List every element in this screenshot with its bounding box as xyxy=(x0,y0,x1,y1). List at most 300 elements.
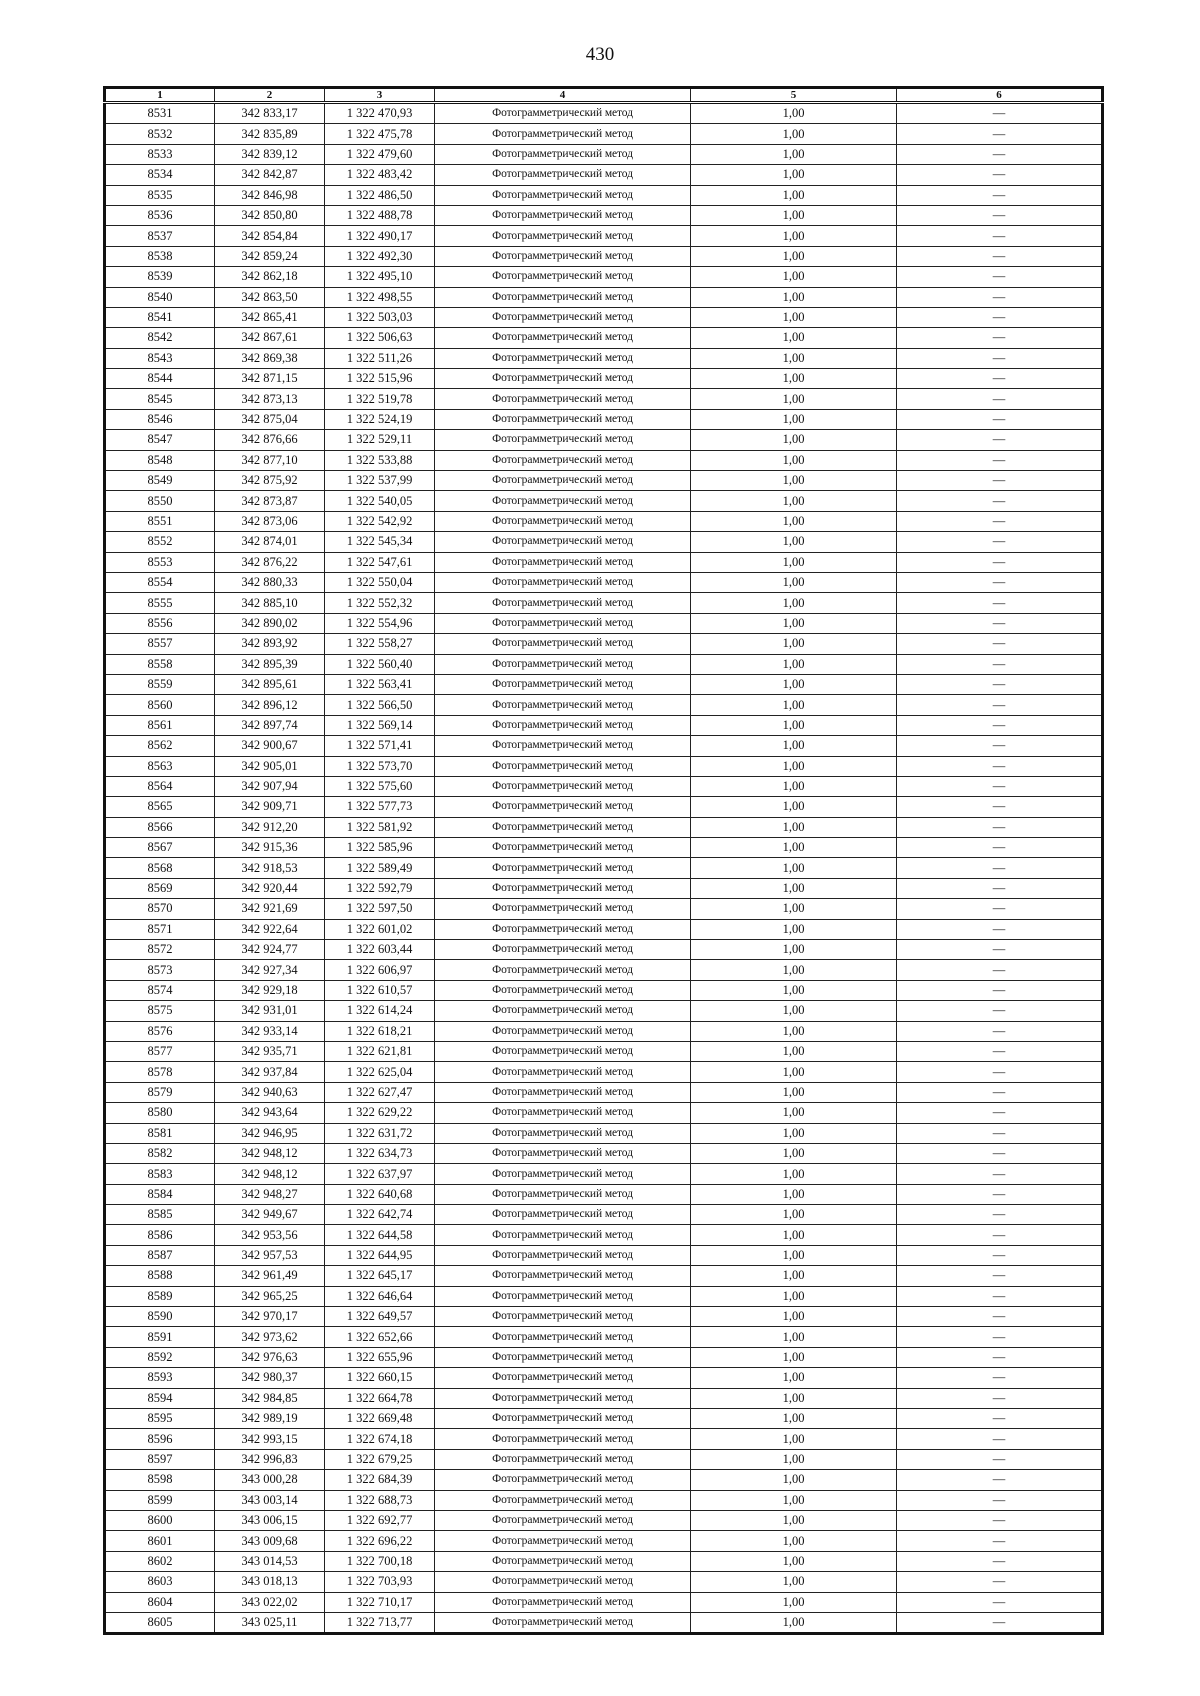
table-row xyxy=(105,980,1103,1000)
point-number-cell: 8533 xyxy=(105,144,215,164)
point-number-cell: 8583 xyxy=(105,1164,215,1184)
coordinate-x-cell: 342 993,15 xyxy=(215,1429,325,1449)
coordinate-x-cell: 342 846,98 xyxy=(215,185,325,205)
description-cell: — xyxy=(897,756,1103,776)
coordinate-y-cell: 1 322 550,04 xyxy=(325,572,435,592)
table-row xyxy=(105,1082,1103,1102)
accuracy-cell: 1,00 xyxy=(691,1062,897,1082)
method-cell: Фотограмметрический метод xyxy=(435,1551,691,1571)
table-row xyxy=(105,267,1103,287)
accuracy-cell: 1,00 xyxy=(691,1021,897,1041)
point-number-cell: 8548 xyxy=(105,450,215,470)
description-cell: — xyxy=(897,1572,1103,1592)
coordinate-y-cell: 1 322 571,41 xyxy=(325,736,435,756)
coordinate-x-cell: 342 921,69 xyxy=(215,899,325,919)
table-row xyxy=(105,532,1103,552)
coordinate-x-cell: 342 929,18 xyxy=(215,980,325,1000)
table-row xyxy=(105,409,1103,429)
method-cell: Фотограмметрический метод xyxy=(435,1429,691,1449)
accuracy-cell: 1,00 xyxy=(691,144,897,164)
coordinate-x-cell: 342 877,10 xyxy=(215,450,325,470)
description-cell: — xyxy=(897,1143,1103,1163)
table-row xyxy=(105,348,1103,368)
coordinate-y-cell: 1 322 645,17 xyxy=(325,1266,435,1286)
method-cell: Фотограмметрический метод xyxy=(435,532,691,552)
method-cell: Фотограмметрический метод xyxy=(435,267,691,287)
coordinate-y-cell: 1 322 554,96 xyxy=(325,613,435,633)
coordinate-y-cell: 1 322 470,93 xyxy=(325,103,435,124)
coordinate-y-cell: 1 322 644,58 xyxy=(325,1225,435,1245)
point-number-cell: 8578 xyxy=(105,1062,215,1082)
accuracy-cell: 1,00 xyxy=(691,940,897,960)
method-cell: Фотограмметрический метод xyxy=(435,1123,691,1143)
point-number-cell: 8600 xyxy=(105,1510,215,1530)
point-number-cell: 8588 xyxy=(105,1266,215,1286)
accuracy-cell: 1,00 xyxy=(691,1368,897,1388)
accuracy-cell: 1,00 xyxy=(691,1449,897,1469)
accuracy-cell: 1,00 xyxy=(691,1612,897,1633)
description-cell: — xyxy=(897,1327,1103,1347)
description-cell: — xyxy=(897,389,1103,409)
accuracy-cell: 1,00 xyxy=(691,878,897,898)
coordinate-x-cell: 342 912,20 xyxy=(215,817,325,837)
accuracy-cell: 1,00 xyxy=(691,552,897,572)
description-cell: — xyxy=(897,185,1103,205)
description-cell: — xyxy=(897,511,1103,531)
method-cell: Фотограмметрический метод xyxy=(435,919,691,939)
point-number-cell: 8584 xyxy=(105,1184,215,1204)
coordinate-y-cell: 1 322 642,74 xyxy=(325,1205,435,1225)
method-cell: Фотограмметрический метод xyxy=(435,756,691,776)
coordinate-y-cell: 1 322 577,73 xyxy=(325,797,435,817)
point-number-cell: 8572 xyxy=(105,940,215,960)
coordinate-y-cell: 1 322 585,96 xyxy=(325,838,435,858)
accuracy-cell: 1,00 xyxy=(691,287,897,307)
coordinate-y-cell: 1 322 540,05 xyxy=(325,491,435,511)
accuracy-cell: 1,00 xyxy=(691,654,897,674)
accuracy-cell: 1,00 xyxy=(691,715,897,735)
description-cell: — xyxy=(897,103,1103,124)
coordinate-x-cell: 342 874,01 xyxy=(215,532,325,552)
description-cell: — xyxy=(897,1245,1103,1265)
table-row xyxy=(105,144,1103,164)
coordinate-x-cell: 342 961,49 xyxy=(215,1266,325,1286)
coordinate-x-cell: 342 895,39 xyxy=(215,654,325,674)
method-cell: Фотограмметрический метод xyxy=(435,1572,691,1592)
table-body xyxy=(105,103,1103,1634)
method-cell: Фотограмметрический метод xyxy=(435,307,691,327)
coordinate-x-cell: 342 842,87 xyxy=(215,165,325,185)
table-row xyxy=(105,776,1103,796)
coordinate-x-cell: 342 984,85 xyxy=(215,1388,325,1408)
description-cell: — xyxy=(897,1368,1103,1388)
accuracy-cell: 1,00 xyxy=(691,1470,897,1490)
description-cell: — xyxy=(897,348,1103,368)
coordinate-y-cell: 1 322 614,24 xyxy=(325,1001,435,1021)
point-number-cell: 8535 xyxy=(105,185,215,205)
method-cell: Фотограмметрический метод xyxy=(435,369,691,389)
coordinate-y-cell: 1 322 696,22 xyxy=(325,1531,435,1551)
table-row xyxy=(105,1143,1103,1163)
method-cell: Фотограмметрический метод xyxy=(435,858,691,878)
method-cell: Фотограмметрический метод xyxy=(435,1164,691,1184)
accuracy-cell: 1,00 xyxy=(691,1103,897,1123)
accuracy-cell: 1,00 xyxy=(691,1184,897,1204)
description-cell: — xyxy=(897,1592,1103,1612)
table-row xyxy=(105,817,1103,837)
table-row xyxy=(105,858,1103,878)
accuracy-cell: 1,00 xyxy=(691,511,897,531)
description-cell: — xyxy=(897,572,1103,592)
method-cell: Фотограмметрический метод xyxy=(435,980,691,1000)
coordinate-x-cell: 342 949,67 xyxy=(215,1205,325,1225)
method-cell: Фотограмметрический метод xyxy=(435,328,691,348)
coordinate-y-cell: 1 322 669,48 xyxy=(325,1409,435,1429)
description-cell: — xyxy=(897,1021,1103,1041)
point-number-cell: 8569 xyxy=(105,878,215,898)
method-cell: Фотограмметрический метод xyxy=(435,1062,691,1082)
coordinate-x-cell: 342 865,41 xyxy=(215,307,325,327)
point-number-cell: 8540 xyxy=(105,287,215,307)
method-cell: Фотограмметрический метод xyxy=(435,797,691,817)
point-number-cell: 8571 xyxy=(105,919,215,939)
coordinate-x-cell: 342 873,13 xyxy=(215,389,325,409)
method-cell: Фотограмметрический метод xyxy=(435,1347,691,1367)
table-row xyxy=(105,1205,1103,1225)
point-number-cell: 8541 xyxy=(105,307,215,327)
coordinate-x-cell: 343 022,02 xyxy=(215,1592,325,1612)
coordinate-x-cell: 342 895,61 xyxy=(215,674,325,694)
description-cell: — xyxy=(897,1429,1103,1449)
point-number-cell: 8597 xyxy=(105,1449,215,1469)
point-number-cell: 8560 xyxy=(105,695,215,715)
point-number-cell: 8593 xyxy=(105,1368,215,1388)
coordinate-x-cell: 343 018,13 xyxy=(215,1572,325,1592)
method-cell: Фотограмметрический метод xyxy=(435,491,691,511)
coordinate-x-cell: 342 885,10 xyxy=(215,593,325,613)
coordinate-x-cell: 342 833,17 xyxy=(215,103,325,124)
coordinate-y-cell: 1 322 631,72 xyxy=(325,1123,435,1143)
description-cell: — xyxy=(897,919,1103,939)
coordinate-y-cell: 1 322 524,19 xyxy=(325,409,435,429)
accuracy-cell: 1,00 xyxy=(691,1205,897,1225)
point-number-cell: 8594 xyxy=(105,1388,215,1408)
coordinates-table-wrapper xyxy=(103,86,1101,1635)
coordinate-y-cell: 1 322 679,25 xyxy=(325,1449,435,1469)
coordinate-x-cell: 343 003,14 xyxy=(215,1490,325,1510)
coordinate-y-cell: 1 322 558,27 xyxy=(325,634,435,654)
table-row xyxy=(105,471,1103,491)
method-cell: Фотограмметрический метод xyxy=(435,205,691,225)
description-cell: — xyxy=(897,817,1103,837)
table-row xyxy=(105,1103,1103,1123)
method-cell: Фотограмметрический метод xyxy=(435,838,691,858)
coordinate-y-cell: 1 322 640,68 xyxy=(325,1184,435,1204)
table-row xyxy=(105,491,1103,511)
accuracy-cell: 1,00 xyxy=(691,348,897,368)
table-row xyxy=(105,1510,1103,1530)
method-cell: Фотограмметрический метод xyxy=(435,1103,691,1123)
coordinate-y-cell: 1 322 625,04 xyxy=(325,1062,435,1082)
coordinate-y-cell: 1 322 606,97 xyxy=(325,960,435,980)
coordinate-y-cell: 1 322 627,47 xyxy=(325,1082,435,1102)
accuracy-cell: 1,00 xyxy=(691,838,897,858)
description-cell: — xyxy=(897,674,1103,694)
coordinate-y-cell: 1 322 621,81 xyxy=(325,1041,435,1061)
point-number-cell: 8591 xyxy=(105,1327,215,1347)
point-number-cell: 8531 xyxy=(105,103,215,124)
method-cell: Фотограмметрический метод xyxy=(435,613,691,633)
table-row xyxy=(105,1531,1103,1551)
point-number-cell: 8567 xyxy=(105,838,215,858)
coordinate-y-cell: 1 322 575,60 xyxy=(325,776,435,796)
point-number-cell: 8549 xyxy=(105,471,215,491)
table-row xyxy=(105,1307,1103,1327)
table-row xyxy=(105,389,1103,409)
description-cell: — xyxy=(897,165,1103,185)
description-cell: — xyxy=(897,1062,1103,1082)
method-cell: Фотограмметрический метод xyxy=(435,1449,691,1469)
accuracy-cell: 1,00 xyxy=(691,532,897,552)
description-cell: — xyxy=(897,1307,1103,1327)
method-cell: Фотограмметрический метод xyxy=(435,960,691,980)
coordinate-x-cell: 342 948,12 xyxy=(215,1164,325,1184)
method-cell: Фотограмметрический метод xyxy=(435,511,691,531)
method-cell: Фотограмметрический метод xyxy=(435,1592,691,1612)
accuracy-cell: 1,00 xyxy=(691,572,897,592)
method-cell: Фотограмметрический метод xyxy=(435,593,691,613)
accuracy-cell: 1,00 xyxy=(691,1041,897,1061)
point-number-cell: 8601 xyxy=(105,1531,215,1551)
method-cell: Фотограмметрический метод xyxy=(435,899,691,919)
point-number-cell: 8555 xyxy=(105,593,215,613)
column-header-1: 1 xyxy=(105,88,215,103)
method-cell: Фотограмметрический метод xyxy=(435,185,691,205)
point-number-cell: 8546 xyxy=(105,409,215,429)
coordinate-x-cell: 342 943,64 xyxy=(215,1103,325,1123)
table-row xyxy=(105,1001,1103,1021)
accuracy-cell: 1,00 xyxy=(691,1001,897,1021)
method-cell: Фотограмметрический метод xyxy=(435,1205,691,1225)
point-number-cell: 8559 xyxy=(105,674,215,694)
accuracy-cell: 1,00 xyxy=(691,1143,897,1163)
point-number-cell: 8563 xyxy=(105,756,215,776)
method-cell: Фотограмметрический метод xyxy=(435,1307,691,1327)
coordinate-y-cell: 1 322 563,41 xyxy=(325,674,435,694)
table-row xyxy=(105,1225,1103,1245)
column-header-5: 5 xyxy=(691,88,897,103)
table-row xyxy=(105,165,1103,185)
table-row xyxy=(105,1388,1103,1408)
coordinate-x-cell: 342 893,92 xyxy=(215,634,325,654)
point-number-cell: 8557 xyxy=(105,634,215,654)
method-cell: Фотограмметрический метод xyxy=(435,1245,691,1265)
description-cell: — xyxy=(897,552,1103,572)
method-cell: Фотограмметрический метод xyxy=(435,1184,691,1204)
coordinate-x-cell: 343 009,68 xyxy=(215,1531,325,1551)
coordinate-y-cell: 1 322 545,34 xyxy=(325,532,435,552)
description-cell: — xyxy=(897,1551,1103,1571)
accuracy-cell: 1,00 xyxy=(691,1531,897,1551)
table-row xyxy=(105,878,1103,898)
method-cell: Фотограмметрический метод xyxy=(435,103,691,124)
accuracy-cell: 1,00 xyxy=(691,817,897,837)
method-cell: Фотограмметрический метод xyxy=(435,736,691,756)
table-row xyxy=(105,1184,1103,1204)
table-row xyxy=(105,654,1103,674)
description-cell: — xyxy=(897,450,1103,470)
coordinates-table xyxy=(103,86,1104,1635)
description-cell: — xyxy=(897,899,1103,919)
table-row xyxy=(105,1409,1103,1429)
method-cell: Фотограмметрический метод xyxy=(435,246,691,266)
accuracy-cell: 1,00 xyxy=(691,267,897,287)
coordinate-y-cell: 1 322 515,96 xyxy=(325,369,435,389)
description-cell: — xyxy=(897,634,1103,654)
coordinate-y-cell: 1 322 537,99 xyxy=(325,471,435,491)
coordinate-x-cell: 342 905,01 xyxy=(215,756,325,776)
coordinate-x-cell: 342 873,87 xyxy=(215,491,325,511)
coordinate-y-cell: 1 322 519,78 xyxy=(325,389,435,409)
point-number-cell: 8552 xyxy=(105,532,215,552)
description-cell: — xyxy=(897,797,1103,817)
point-number-cell: 8576 xyxy=(105,1021,215,1041)
coordinate-y-cell: 1 322 547,61 xyxy=(325,552,435,572)
method-cell: Фотограмметрический метод xyxy=(435,674,691,694)
method-cell: Фотограмметрический метод xyxy=(435,1490,691,1510)
description-cell: — xyxy=(897,654,1103,674)
coordinate-x-cell: 342 965,25 xyxy=(215,1286,325,1306)
point-number-cell: 8590 xyxy=(105,1307,215,1327)
table-row xyxy=(105,1612,1103,1633)
description-cell: — xyxy=(897,838,1103,858)
coordinate-x-cell: 342 867,61 xyxy=(215,328,325,348)
accuracy-cell: 1,00 xyxy=(691,471,897,491)
accuracy-cell: 1,00 xyxy=(691,1409,897,1429)
coordinate-y-cell: 1 322 573,70 xyxy=(325,756,435,776)
coordinate-y-cell: 1 322 603,44 xyxy=(325,940,435,960)
table-row xyxy=(105,328,1103,348)
coordinate-x-cell: 342 989,19 xyxy=(215,1409,325,1429)
accuracy-cell: 1,00 xyxy=(691,1429,897,1449)
method-cell: Фотограмметрический метод xyxy=(435,1531,691,1551)
point-number-cell: 8545 xyxy=(105,389,215,409)
table-row xyxy=(105,797,1103,817)
table-row xyxy=(105,552,1103,572)
coordinate-x-cell: 342 924,77 xyxy=(215,940,325,960)
coordinate-x-cell: 342 875,04 xyxy=(215,409,325,429)
description-cell: — xyxy=(897,532,1103,552)
point-number-cell: 8599 xyxy=(105,1490,215,1510)
point-number-cell: 8575 xyxy=(105,1001,215,1021)
coordinate-y-cell: 1 322 597,50 xyxy=(325,899,435,919)
coordinate-y-cell: 1 322 566,50 xyxy=(325,695,435,715)
accuracy-cell: 1,00 xyxy=(691,960,897,980)
coordinate-x-cell: 343 014,53 xyxy=(215,1551,325,1571)
method-cell: Фотограмметрический метод xyxy=(435,450,691,470)
coordinate-y-cell: 1 322 503,03 xyxy=(325,307,435,327)
method-cell: Фотограмметрический метод xyxy=(435,695,691,715)
table-row xyxy=(105,736,1103,756)
description-cell: — xyxy=(897,205,1103,225)
accuracy-cell: 1,00 xyxy=(691,430,897,450)
point-number-cell: 8602 xyxy=(105,1551,215,1571)
coordinate-x-cell: 342 900,67 xyxy=(215,736,325,756)
table-row xyxy=(105,1266,1103,1286)
column-header-6: 6 xyxy=(897,88,1103,103)
table-row xyxy=(105,1572,1103,1592)
method-cell: Фотограмметрический метод xyxy=(435,1612,691,1633)
accuracy-cell: 1,00 xyxy=(691,1123,897,1143)
description-cell: — xyxy=(897,1082,1103,1102)
accuracy-cell: 1,00 xyxy=(691,307,897,327)
accuracy-cell: 1,00 xyxy=(691,634,897,654)
accuracy-cell: 1,00 xyxy=(691,797,897,817)
point-number-cell: 8550 xyxy=(105,491,215,511)
description-cell: — xyxy=(897,430,1103,450)
coordinate-x-cell: 342 909,71 xyxy=(215,797,325,817)
accuracy-cell: 1,00 xyxy=(691,593,897,613)
coordinate-x-cell: 342 863,50 xyxy=(215,287,325,307)
coordinate-x-cell: 342 918,53 xyxy=(215,858,325,878)
coordinate-x-cell: 342 875,92 xyxy=(215,471,325,491)
table-row xyxy=(105,1062,1103,1082)
method-cell: Фотограмметрический метод xyxy=(435,1470,691,1490)
method-cell: Фотограмметрический метод xyxy=(435,552,691,572)
coordinate-y-cell: 1 322 542,92 xyxy=(325,511,435,531)
coordinate-y-cell: 1 322 488,78 xyxy=(325,205,435,225)
coordinate-y-cell: 1 322 637,97 xyxy=(325,1164,435,1184)
coordinate-x-cell: 342 940,63 xyxy=(215,1082,325,1102)
point-number-cell: 8579 xyxy=(105,1082,215,1102)
description-cell: — xyxy=(897,1164,1103,1184)
accuracy-cell: 1,00 xyxy=(691,613,897,633)
coordinate-x-cell: 342 862,18 xyxy=(215,267,325,287)
description-cell: — xyxy=(897,1266,1103,1286)
point-number-cell: 8538 xyxy=(105,246,215,266)
method-cell: Фотограмметрический метод xyxy=(435,430,691,450)
table-row xyxy=(105,246,1103,266)
description-cell: — xyxy=(897,878,1103,898)
table-row xyxy=(105,1021,1103,1041)
method-cell: Фотограмметрический метод xyxy=(435,817,691,837)
table-row xyxy=(105,572,1103,592)
description-cell: — xyxy=(897,307,1103,327)
accuracy-cell: 1,00 xyxy=(691,695,897,715)
coordinate-y-cell: 1 322 592,79 xyxy=(325,878,435,898)
table-row xyxy=(105,695,1103,715)
point-number-cell: 8561 xyxy=(105,715,215,735)
coordinate-x-cell: 342 920,44 xyxy=(215,878,325,898)
description-cell: — xyxy=(897,1490,1103,1510)
accuracy-cell: 1,00 xyxy=(691,1327,897,1347)
method-cell: Фотограмметрический метод xyxy=(435,124,691,144)
table-row xyxy=(105,1449,1103,1469)
accuracy-cell: 1,00 xyxy=(691,1592,897,1612)
coordinate-y-cell: 1 322 601,02 xyxy=(325,919,435,939)
table-row xyxy=(105,1123,1103,1143)
description-cell: — xyxy=(897,1531,1103,1551)
method-cell: Фотограмметрический метод xyxy=(435,940,691,960)
point-number-cell: 8542 xyxy=(105,328,215,348)
coordinate-y-cell: 1 322 664,78 xyxy=(325,1388,435,1408)
accuracy-cell: 1,00 xyxy=(691,1347,897,1367)
coordinate-x-cell: 342 907,94 xyxy=(215,776,325,796)
accuracy-cell: 1,00 xyxy=(691,1388,897,1408)
table-row xyxy=(105,1286,1103,1306)
table-row xyxy=(105,960,1103,980)
point-number-cell: 8587 xyxy=(105,1245,215,1265)
